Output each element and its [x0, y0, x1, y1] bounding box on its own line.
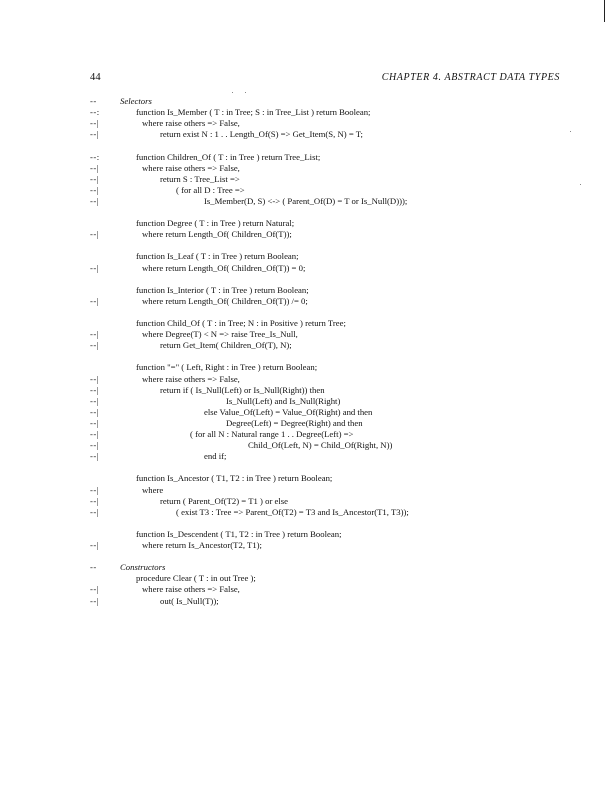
code-text: Is_Member(D, S) <-> ( Parent_Of(D) = T or Is_Null(D)));: [204, 195, 408, 206]
annotation-marker: --|: [90, 584, 100, 595]
annotation-marker: --:: [90, 107, 100, 118]
scan-speck: [580, 184, 581, 185]
annotation-marker: --|: [90, 506, 100, 517]
code-text: function Is_Ancestor ( T1, T2 : in Tree ) return Boolean;: [136, 473, 333, 484]
code-text: function Is_Interior ( T : in Tree ) return Boolean;: [136, 284, 309, 295]
code-text: return ( Parent_Of(T2) = T1 ) or else: [160, 495, 289, 506]
scan-speck: [232, 92, 233, 93]
annotation-marker: --|: [90, 595, 100, 606]
annotation-marker: --|: [90, 229, 100, 240]
code-text: where return Length_Of( Children_Of(T));: [142, 229, 292, 240]
code-text: out( Is_Null(T));: [160, 595, 219, 606]
annotation-marker: --|: [90, 540, 100, 550]
code-text: function "=" ( Left, Right : in Tree ) return Boolean;: [136, 362, 318, 373]
code-text: where raise others => False,: [142, 162, 240, 173]
code-text: return exist N : 1 . . Length_Of(S) => Get_Item(S, N) = T;: [160, 129, 363, 140]
annotation-marker: --|: [90, 495, 100, 506]
annotation-marker: --|: [90, 406, 100, 417]
code-text: function Children_Of ( T : in Tree ) return Tree_List;: [136, 151, 321, 162]
annotation-marker: --|: [90, 195, 100, 206]
code-text: Child_Of(Left, N) = Child_Of(Right, N)): [248, 440, 393, 451]
code-text: where raise others => False,: [142, 373, 240, 384]
annotation-marker: --|: [90, 340, 100, 351]
annotation-marker: --|: [90, 173, 100, 184]
code-text: function Child_Of ( T : in Tree; N : in Positive ) return Tree;: [136, 318, 346, 328]
code-text: where return Is_Ancestor(T2, T1);: [142, 540, 262, 550]
annotation-marker: --|: [90, 129, 100, 140]
annotation-marker: --|: [90, 384, 100, 395]
annotation-marker: --|: [90, 295, 100, 306]
annotation-marker: --|: [90, 184, 100, 195]
code-text: where raise others => False,: [142, 584, 240, 595]
code-text: where: [142, 484, 164, 495]
comment-dash: --: [90, 562, 100, 573]
section-heading-text: Constructors: [120, 562, 166, 573]
code-text: ( for all N : Natural range 1 . . Degree(Left) =>: [190, 429, 354, 439]
annotation-marker: --|: [90, 329, 100, 340]
code-text: Is_Null(Left) and Is_Null(Right): [226, 395, 341, 406]
code-text: where return Length_Of( Children_Of(T)) = 0;: [142, 262, 306, 273]
page-number: 44: [90, 72, 101, 83]
code-text: return if ( Is_Null(Left) or Is_Null(Right)) then: [160, 384, 325, 395]
code-text: return S : Tree_List =>: [160, 173, 240, 184]
annotation-marker: --|: [90, 395, 100, 406]
code-text: function Is_Descendent ( T1, T2 : in Tree ) return Boolean;: [136, 528, 342, 539]
scan-speck: [570, 131, 571, 132]
code-text: ( exist T3 : Tree => Parent_Of(T2) = T3 and Is_Ancestor(T1, T3));: [176, 506, 409, 517]
code-text: where return Length_Of( Children_Of(T)) /= 0;: [142, 295, 308, 306]
code-text: Degree(Left) = Degree(Right) and then: [226, 417, 363, 428]
comment-dash: --: [90, 96, 100, 106]
code-text: return Get_Item( Children_Of(T), N);: [160, 340, 292, 351]
annotation-marker: --|: [90, 373, 100, 384]
section-heading-text: Selectors: [120, 96, 152, 106]
chapter-title: CHAPTER 4. ABSTRACT DATA TYPES: [381, 72, 560, 83]
page-edge-mark: [604, 0, 605, 22]
scan-speck: [245, 92, 246, 93]
code-text: where Degree(T) < N => raise Tree_Is_Null,: [142, 329, 298, 340]
code-text: function Is_Leaf ( T : in Tree ) return Boolean;: [136, 251, 299, 262]
annotation-marker: --|: [90, 262, 100, 273]
code-text: else Value_Of(Left) = Value_Of(Right) and then: [204, 406, 373, 417]
annotation-marker: --|: [90, 162, 100, 173]
annotation-marker: --|: [90, 118, 100, 129]
annotation-marker: --:: [90, 151, 100, 162]
code-text: end if;: [204, 451, 227, 462]
annotation-marker: --|: [90, 417, 100, 428]
code-text: function Is_Member ( T : in Tree; S : in Tree_List ) return Boolean;: [136, 107, 371, 118]
code-text: where raise others => False,: [142, 118, 240, 129]
code-text: function Degree ( T : in Tree ) return Natural;: [136, 218, 295, 229]
annotation-marker: --|: [90, 440, 100, 451]
annotation-marker: --|: [90, 451, 100, 462]
code-text: ( for all D : Tree =>: [176, 184, 245, 195]
code-text: procedure Clear ( T : in out Tree );: [136, 573, 256, 584]
annotation-marker: --|: [90, 429, 100, 439]
annotation-marker: --|: [90, 484, 100, 495]
